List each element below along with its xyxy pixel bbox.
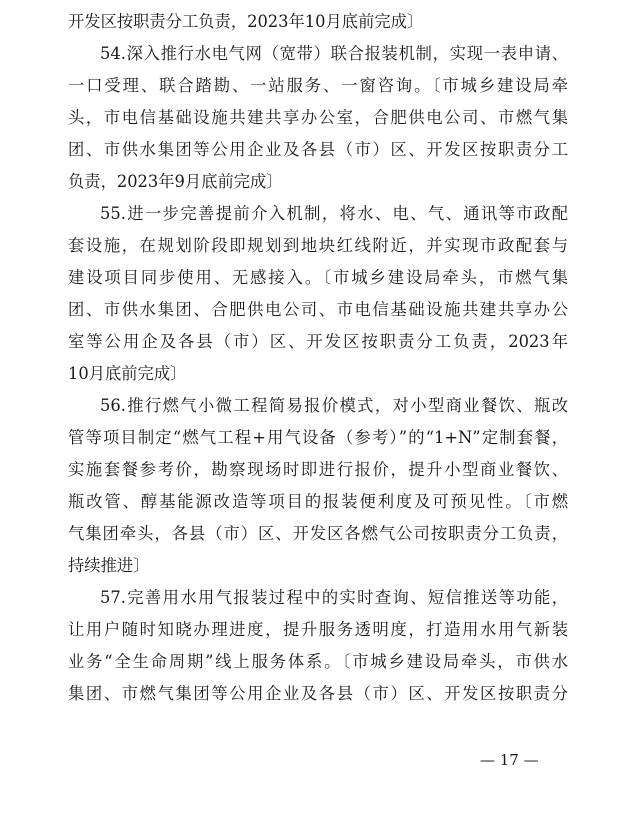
text-line: 气集团牵头，各县（市）区、开发区各燃气公司按职责分工负责， (68, 524, 568, 543)
text-line: 室等公用企及各县（市）区、开发区按职责分工负责，2023年 (68, 332, 568, 351)
text-line: 套设施，在规划阶段即规划到地块红线附近，并实现市政配套与 (68, 236, 568, 255)
text-line: 负责，2023年9月底前完成〕 (68, 172, 283, 191)
text-line: 建设项目同步使用、无感接入。〔市城乡建设局牵头，市燃气集 (68, 268, 568, 287)
text-line: 56.推行燃气小微工程简易报价模式，对小型商业餐饮、瓶改 (100, 396, 568, 415)
text-line: 业务“全生命周期”线上服务体系。〔市城乡建设局牵头，市供水 (68, 652, 568, 671)
text-line: 54.深入推行水电气网（宽带）联合报装机制，实现一表申请、 (100, 44, 568, 63)
text-line: 让用户随时知晓办理进度，提升服务透明度，打造用水用气新装 (68, 620, 568, 639)
text-line: 团、市供水集团等公用企业及各县（市）区、开发区按职责分工 (68, 140, 568, 159)
text-line: 开发区按职责分工负责，2023年10月底前完成〕 (68, 12, 424, 31)
text-line: 瓶改管、醇基能源改造等项目的报装便利度及可预见性。〔市燃 (68, 492, 568, 511)
text-line: 57.完善用水用气报装过程中的实时查询、短信推送等功能， (100, 588, 568, 607)
body-text (68, 6, 568, 710)
text-line: 实施套餐参考价，勘察现场时即进行报价，提升小型商业餐饮、 (68, 460, 568, 479)
text-line: 头，市电信基础设施共建共享办公室，合肥供电公司、市燃气集 (68, 108, 568, 127)
text-line: 管等项目制定“燃气工程+用气设备（参考）”的“1+N”定制套餐， (68, 428, 568, 447)
page-number: — 17 — (480, 751, 539, 769)
text-line: 一口受理、联合踏勘、一站服务、一窗咨询。〔市城乡建设局牵 (68, 76, 568, 95)
text-line: 团、市供水集团、合肥供电公司、市电信基础设施共建共享办公 (68, 300, 568, 319)
text-line: 集团、市燃气集团等公用企业及各县（市）区、开发区按职责分 (68, 684, 568, 703)
text-line: 持续推进〕 (68, 556, 150, 575)
text-line: 55.进一步完善提前介入机制，将水、电、气、通讯等市政配 (100, 204, 568, 223)
text-line: 10月底前完成〕 (68, 364, 187, 383)
